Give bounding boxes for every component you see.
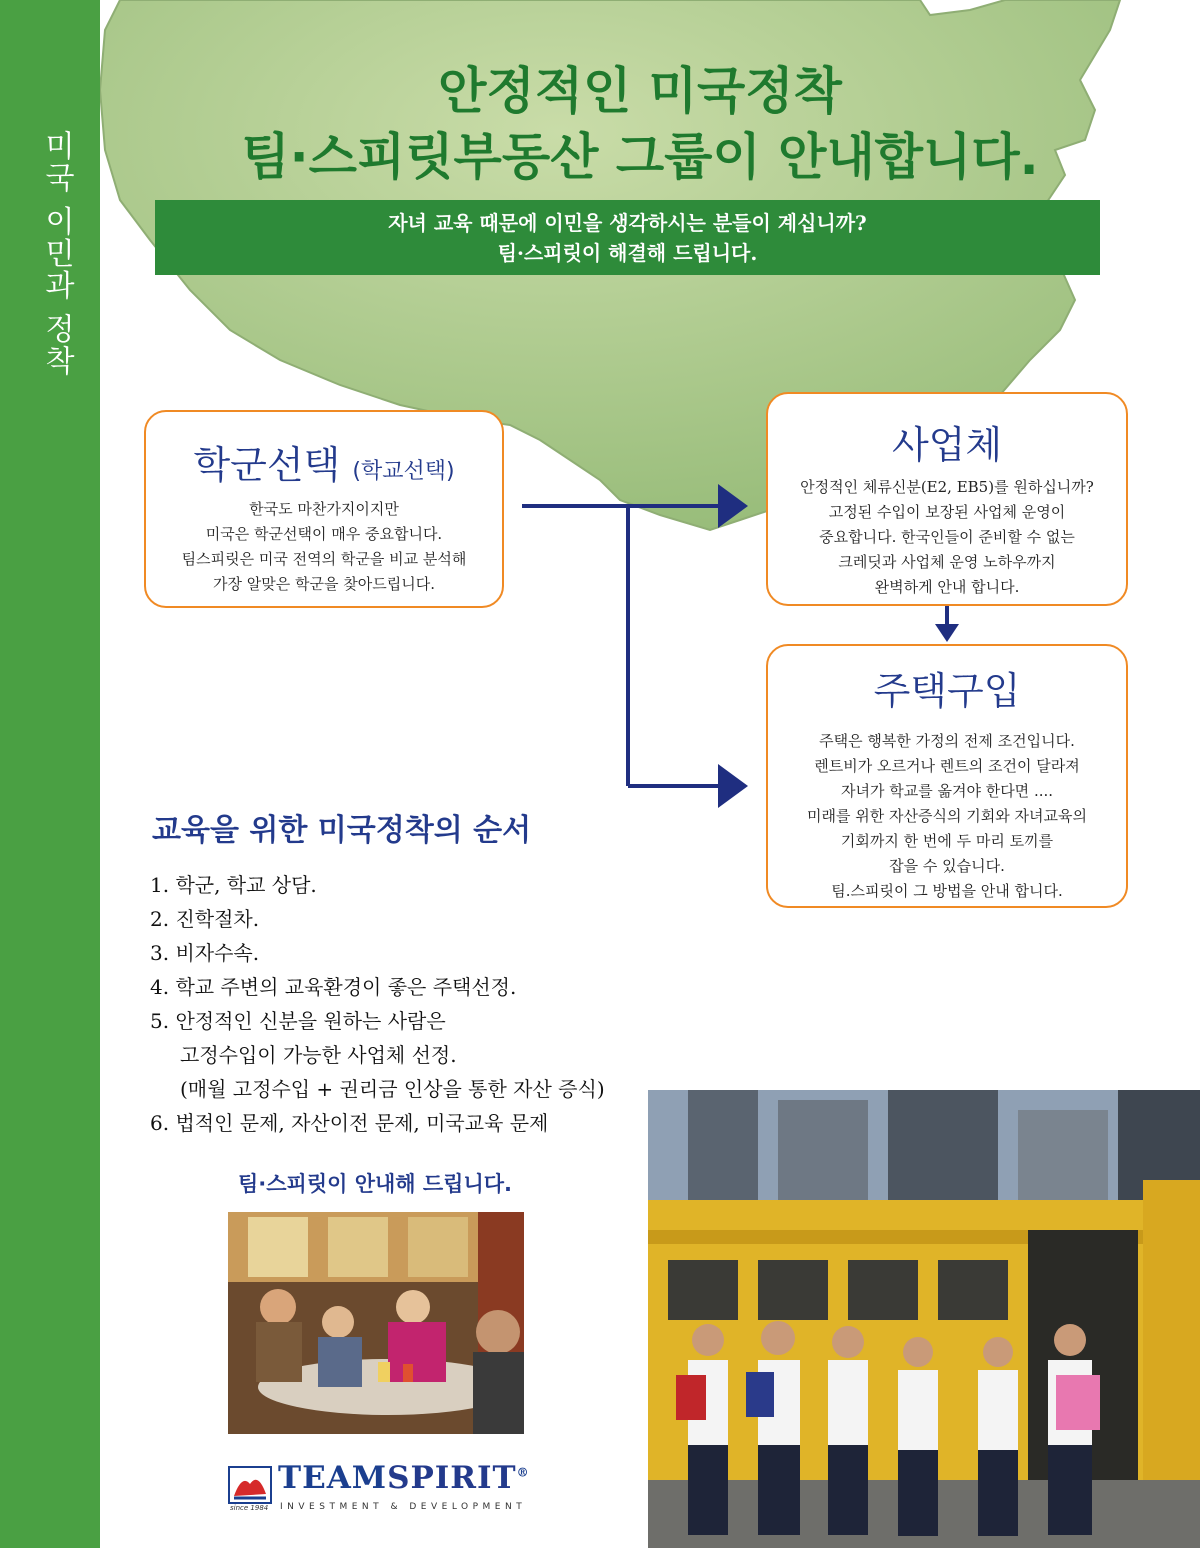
header-banner [155, 200, 1100, 275]
logo-registered: ® [516, 1465, 530, 1480]
title-line-2: 팀·스피릿부동산 그룹이 안내합니다. [241, 128, 1039, 186]
business-box-line: 크레딧과 사업체 운영 노하우까지 [838, 553, 1056, 571]
house-box-line: 팀.스피릿이 그 방법을 안내 합니다. [831, 882, 1063, 900]
logo-since: since 1984 [230, 1504, 269, 1512]
steps-heading: 교육을 위한 미국정착의 순서 [152, 813, 532, 848]
guide-text: 팀·스피릿이 안내해 드립니다. [238, 1172, 513, 1196]
school-box-line: 한국도 마찬가지이지만 [249, 500, 399, 518]
title-line-1: 안정적인 미국정착 [438, 62, 842, 120]
sidebar-label: 미국 이민과 정착 [39, 130, 74, 378]
house-box-line: 자녀가 학교를 옮겨야 한다면 .... [840, 782, 1054, 800]
house-box-title: 주택구입 [873, 669, 1021, 713]
logo-word-team: TEAM [278, 1460, 388, 1496]
house-box-body [768, 729, 1126, 904]
steps-list [150, 868, 605, 1140]
business-box [766, 392, 1128, 606]
logo-emblem-icon [228, 1466, 272, 1504]
teamspirit-logo [228, 1460, 528, 1520]
step-item: 5. 안정적인 신분을 원하는 사람은 [150, 1009, 446, 1033]
house-box-line: 주택은 행복한 가정의 전제 조건입니다. [819, 732, 1075, 750]
step-item: (매월 고정수입 + 권리금 인상을 통한 자산 증식) [180, 1077, 605, 1101]
house-purchase-box [766, 644, 1128, 908]
sidebar [0, 0, 100, 1548]
school-box-line: 팀스피릿은 미국 전역의 학군을 비교 분석해 [181, 550, 467, 568]
step-item: 4. 학교 주변의 교육환경이 좋은 주택선정. [150, 975, 517, 999]
banner-line-1: 자녀 교육 때문에 이민을 생각하시는 분들이 계십니까? [388, 211, 867, 235]
school-bus-photo [648, 1090, 1200, 1548]
school-box-title [146, 434, 502, 489]
school-selection-box [144, 410, 504, 608]
step-item: 3. 비자수속. [150, 941, 260, 965]
business-box-line: 고정된 수입이 보장된 사업체 운영이 [828, 503, 1066, 521]
step-item: 1. 학군, 학교 상담. [150, 873, 317, 897]
banner-line-2: 팀·스피릿이 해결해 드립니다. [497, 241, 758, 265]
page-title [180, 58, 1100, 190]
business-box-line: 중요합니다. 한국인들이 준비할 수 없는 [819, 528, 1075, 546]
school-box-body [146, 497, 502, 597]
logo-tagline: INVESTMENT & DEVELOPMENT [280, 1502, 527, 1512]
logo-word-spirit: SPIRIT [387, 1460, 517, 1496]
business-box-title: 사업체 [891, 423, 1003, 467]
house-box-line: 미래를 위한 자산증식의 기회와 자녀교육의 [807, 807, 1087, 825]
step-item: 고정수입이 가능한 사업체 선정. [180, 1043, 457, 1067]
business-box-body [768, 475, 1126, 600]
logo-wordmark [278, 1460, 530, 1496]
step-item: 6. 법적인 문제, 자산이전 문제, 미국교육 문제 [150, 1111, 549, 1135]
school-box-line: 가장 알맞은 학군을 찾아드립니다. [213, 575, 435, 593]
house-box-line: 렌트비가 오르거나 렌트의 조건이 달라져 [814, 757, 1080, 775]
arrow-head-right-icon [718, 764, 748, 808]
house-box-line: 잡을 수 있습니다. [889, 857, 1005, 875]
business-box-line: 안정적인 체류신분(E2, EB5)를 원하십니까? [800, 478, 1094, 496]
school-box-line: 미국은 학군선택이 매우 중요합니다. [205, 525, 443, 543]
school-box-title-paren: (학교선택) [352, 459, 455, 484]
house-box-line: 기회까지 한 번에 두 마리 토끼를 [840, 832, 1054, 850]
step-item: 2. 진학절차. [150, 907, 260, 931]
school-box-title-main: 학군선택 [193, 443, 341, 487]
students-cafeteria-photo [228, 1212, 524, 1434]
business-box-line: 완벽하게 안내 합니다. [874, 578, 1020, 596]
arrow-head-down-icon [935, 624, 959, 642]
